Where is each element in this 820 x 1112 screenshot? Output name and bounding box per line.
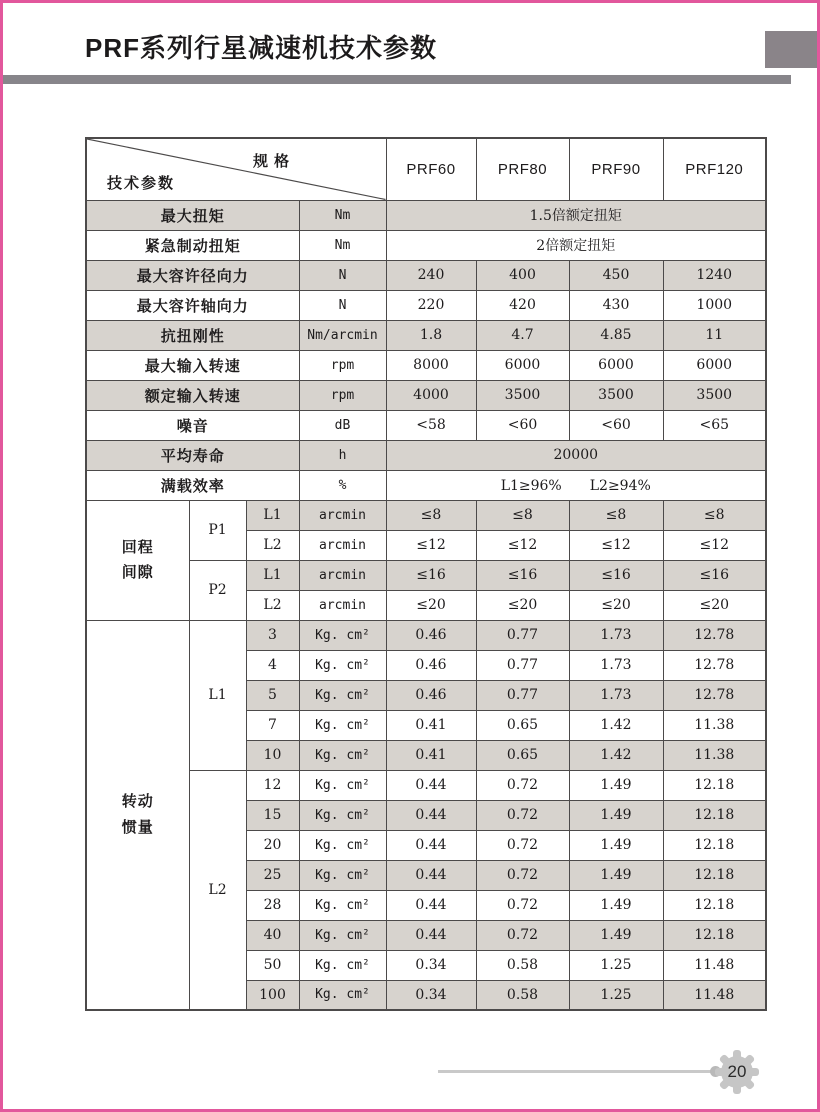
- value-cell: ≤12: [569, 530, 663, 560]
- value-cell: 1.49: [569, 890, 663, 920]
- ratio-cell: 50: [246, 950, 299, 980]
- unit-cell: Kg. cm²: [299, 710, 386, 740]
- column-header-prf120: PRF120: [663, 138, 766, 200]
- value-cell: 1.49: [569, 860, 663, 890]
- ratio-cell: 5: [246, 680, 299, 710]
- value-cell: 1.42: [569, 710, 663, 740]
- ratio-cell: 10: [246, 740, 299, 770]
- value-cell: <65: [663, 410, 766, 440]
- value-cell: 6000: [663, 350, 766, 380]
- value-cell: ≤8: [663, 500, 766, 530]
- value-cell: 0.44: [386, 770, 476, 800]
- ratio-cell: 40: [246, 920, 299, 950]
- value-cell: 1.25: [569, 950, 663, 980]
- value-cell: 1.49: [569, 770, 663, 800]
- value-cell: 4.85: [569, 320, 663, 350]
- value-cell: 0.77: [476, 620, 569, 650]
- unit-cell: h: [299, 440, 386, 470]
- value-cell: 11.38: [663, 740, 766, 770]
- value-cell: 0.72: [476, 830, 569, 860]
- value-cell: 0.72: [476, 860, 569, 890]
- value-cell: 8000: [386, 350, 476, 380]
- value-cell: 4.7: [476, 320, 569, 350]
- value-cell: 12.18: [663, 830, 766, 860]
- footer-rule-line: [438, 1070, 716, 1073]
- ratio-cell: 15: [246, 800, 299, 830]
- value-cell: 0.46: [386, 650, 476, 680]
- unit-cell: dB: [299, 410, 386, 440]
- column-header-prf60: PRF60: [386, 138, 476, 200]
- unit-cell: Kg. cm²: [299, 950, 386, 980]
- value-cell: 12.18: [663, 860, 766, 890]
- table-row: [86, 200, 766, 230]
- table-row: [86, 350, 766, 380]
- table-row: [86, 260, 766, 290]
- value-cell: 12.78: [663, 650, 766, 680]
- unit-cell: arcmin: [299, 530, 386, 560]
- value-cell: 1.73: [569, 680, 663, 710]
- param-label: 平均寿命: [86, 440, 299, 470]
- unit-cell: arcmin: [299, 560, 386, 590]
- value-cell: 0.41: [386, 710, 476, 740]
- value-cell: ≤16: [476, 560, 569, 590]
- unit-cell: Kg. cm²: [299, 830, 386, 860]
- value-cell: 1.49: [569, 830, 663, 860]
- value-cell: 1.49: [569, 800, 663, 830]
- param-label: 最大扭矩: [86, 200, 299, 230]
- unit-cell: Kg. cm²: [299, 890, 386, 920]
- param-label: 最大输入转速: [86, 350, 299, 380]
- unit-cell: Nm/arcmin: [299, 320, 386, 350]
- table-header-row: [86, 138, 766, 200]
- value-cell: 0.41: [386, 740, 476, 770]
- value-cell: <60: [569, 410, 663, 440]
- value-cell: 0.77: [476, 650, 569, 680]
- value-cell: 420: [476, 290, 569, 320]
- unit-cell: N: [299, 290, 386, 320]
- unit-cell: arcmin: [299, 590, 386, 620]
- value-cell: 0.34: [386, 980, 476, 1010]
- value-cell: ≤12: [663, 530, 766, 560]
- value-cell: 6000: [569, 350, 663, 380]
- value-cell: 0.58: [476, 980, 569, 1010]
- table-row: [86, 380, 766, 410]
- value-cell-span: 20000: [386, 440, 766, 470]
- param-label: 最大容许径向力: [86, 260, 299, 290]
- spec-table: [85, 137, 767, 1011]
- unit-cell: Kg. cm²: [299, 740, 386, 770]
- value-cell: 0.65: [476, 740, 569, 770]
- value-cell: 0.46: [386, 620, 476, 650]
- value-cell: 0.65: [476, 710, 569, 740]
- ratio-cell: 25: [246, 860, 299, 890]
- value-cell: 1.42: [569, 740, 663, 770]
- ratio-cell: 20: [246, 830, 299, 860]
- stage-group-cell: L1: [189, 620, 246, 770]
- page-title: PRF系列行星减速机技术参数: [85, 33, 438, 63]
- inertia-group-label: [86, 620, 189, 1010]
- value-cell: ≤16: [569, 560, 663, 590]
- value-cell: 450: [569, 260, 663, 290]
- value-cell: 0.72: [476, 920, 569, 950]
- value-cell: 0.58: [476, 950, 569, 980]
- value-cell-span: 1.5倍额定扭矩: [386, 200, 766, 230]
- value-cell: 0.72: [476, 770, 569, 800]
- table-row: [86, 500, 766, 530]
- value-cell: ≤16: [663, 560, 766, 590]
- value-cell: 12.78: [663, 620, 766, 650]
- table-row: [86, 410, 766, 440]
- value-cell: 1000: [663, 290, 766, 320]
- value-cell: 12.18: [663, 920, 766, 950]
- value-cell: <60: [476, 410, 569, 440]
- corner-label-spec: 规格: [253, 153, 296, 170]
- value-cell-span: L1≥96% L2≥94%: [386, 470, 766, 500]
- unit-cell: Kg. cm²: [299, 860, 386, 890]
- value-cell: 11: [663, 320, 766, 350]
- value-cell: 0.34: [386, 950, 476, 980]
- precision-class-cell: P2: [189, 560, 246, 620]
- param-label: 噪音: [86, 410, 299, 440]
- value-cell-span: 2倍额定扭矩: [386, 230, 766, 260]
- ratio-cell: 28: [246, 890, 299, 920]
- value-cell: 1.25: [569, 980, 663, 1010]
- value-cell: 12.18: [663, 800, 766, 830]
- unit-cell: Kg. cm²: [299, 980, 386, 1010]
- value-cell: 240: [386, 260, 476, 290]
- unit-cell: Kg. cm²: [299, 620, 386, 650]
- value-cell: 220: [386, 290, 476, 320]
- stage-cell: L1: [246, 500, 299, 530]
- value-cell: 0.44: [386, 830, 476, 860]
- unit-cell: Kg. cm²: [299, 770, 386, 800]
- value-cell: ≤16: [386, 560, 476, 590]
- value-cell: 0.44: [386, 920, 476, 950]
- stage-group-cell: L2: [189, 770, 246, 1010]
- value-cell: 1.8: [386, 320, 476, 350]
- value-cell: 11.48: [663, 980, 766, 1010]
- spec-table-body: [86, 200, 766, 1010]
- param-label: 额定输入转速: [86, 380, 299, 410]
- ratio-cell: 3: [246, 620, 299, 650]
- page-number: 20: [727, 1062, 747, 1081]
- value-cell: 0.46: [386, 680, 476, 710]
- table-row: [86, 440, 766, 470]
- unit-cell: Kg. cm²: [299, 650, 386, 680]
- unit-cell: Kg. cm²: [299, 800, 386, 830]
- column-header-prf90: PRF90: [569, 138, 663, 200]
- value-cell: 0.44: [386, 860, 476, 890]
- value-cell: 1.49: [569, 920, 663, 950]
- param-label: 紧急制动扭矩: [86, 230, 299, 260]
- value-cell: 0.44: [386, 800, 476, 830]
- header-corner-block: [765, 31, 817, 68]
- value-cell: 0.72: [476, 890, 569, 920]
- value-cell: 1.73: [569, 650, 663, 680]
- ratio-cell: 4: [246, 650, 299, 680]
- value-cell: ≤20: [663, 590, 766, 620]
- value-cell: ≤20: [386, 590, 476, 620]
- value-cell: 1.73: [569, 620, 663, 650]
- unit-cell: Nm: [299, 230, 386, 260]
- unit-cell: Nm: [299, 200, 386, 230]
- table-row: [86, 470, 766, 500]
- column-header-prf80: PRF80: [476, 138, 569, 200]
- stage-cell: L2: [246, 530, 299, 560]
- ratio-cell: 7: [246, 710, 299, 740]
- table-row: [86, 290, 766, 320]
- value-cell: ≤12: [386, 530, 476, 560]
- value-cell: 430: [569, 290, 663, 320]
- value-cell: 3500: [569, 380, 663, 410]
- ratio-cell: 100: [246, 980, 299, 1010]
- value-cell: ≤20: [476, 590, 569, 620]
- value-cell: <58: [386, 410, 476, 440]
- unit-cell: Kg. cm²: [299, 680, 386, 710]
- value-cell: ≤8: [476, 500, 569, 530]
- value-cell: 0.72: [476, 800, 569, 830]
- backlash-group-label: [86, 500, 189, 620]
- value-cell: ≤12: [476, 530, 569, 560]
- unit-cell: N: [299, 260, 386, 290]
- unit-cell: rpm: [299, 380, 386, 410]
- value-cell: 3500: [663, 380, 766, 410]
- value-cell: 12.18: [663, 770, 766, 800]
- backlash-group-label-text: 回程间隙: [121, 538, 154, 581]
- param-label: 满载效率: [86, 470, 299, 500]
- value-cell: 12.78: [663, 680, 766, 710]
- value-cell: 0.77: [476, 680, 569, 710]
- ratio-cell: 12: [246, 770, 299, 800]
- value-cell: 3500: [476, 380, 569, 410]
- param-label: 抗扭刚性: [86, 320, 299, 350]
- value-cell: 6000: [476, 350, 569, 380]
- table-row: [86, 620, 766, 650]
- value-cell: 11.48: [663, 950, 766, 980]
- unit-cell: Kg. cm²: [299, 920, 386, 950]
- value-cell: 12.18: [663, 890, 766, 920]
- table-row: [86, 320, 766, 350]
- unit-cell: rpm: [299, 350, 386, 380]
- corner-cell: [86, 138, 386, 200]
- unit-cell: arcmin: [299, 500, 386, 530]
- value-cell: 11.38: [663, 710, 766, 740]
- inertia-group-label-text: 转动惯量: [121, 793, 154, 836]
- value-cell: ≤8: [569, 500, 663, 530]
- value-cell: 0.44: [386, 890, 476, 920]
- value-cell: ≤20: [569, 590, 663, 620]
- value-cell: 400: [476, 260, 569, 290]
- stage-cell: L1: [246, 560, 299, 590]
- corner-label-params: 技术参数: [107, 174, 176, 192]
- param-label: 最大容许轴向力: [86, 290, 299, 320]
- unit-cell: %: [299, 470, 386, 500]
- stage-cell: L2: [246, 590, 299, 620]
- value-cell: 1240: [663, 260, 766, 290]
- value-cell: ≤8: [386, 500, 476, 530]
- precision-class-cell: P1: [189, 500, 246, 560]
- value-cell: 4000: [386, 380, 476, 410]
- title-underline-bar: [3, 75, 791, 84]
- table-row: [86, 230, 766, 260]
